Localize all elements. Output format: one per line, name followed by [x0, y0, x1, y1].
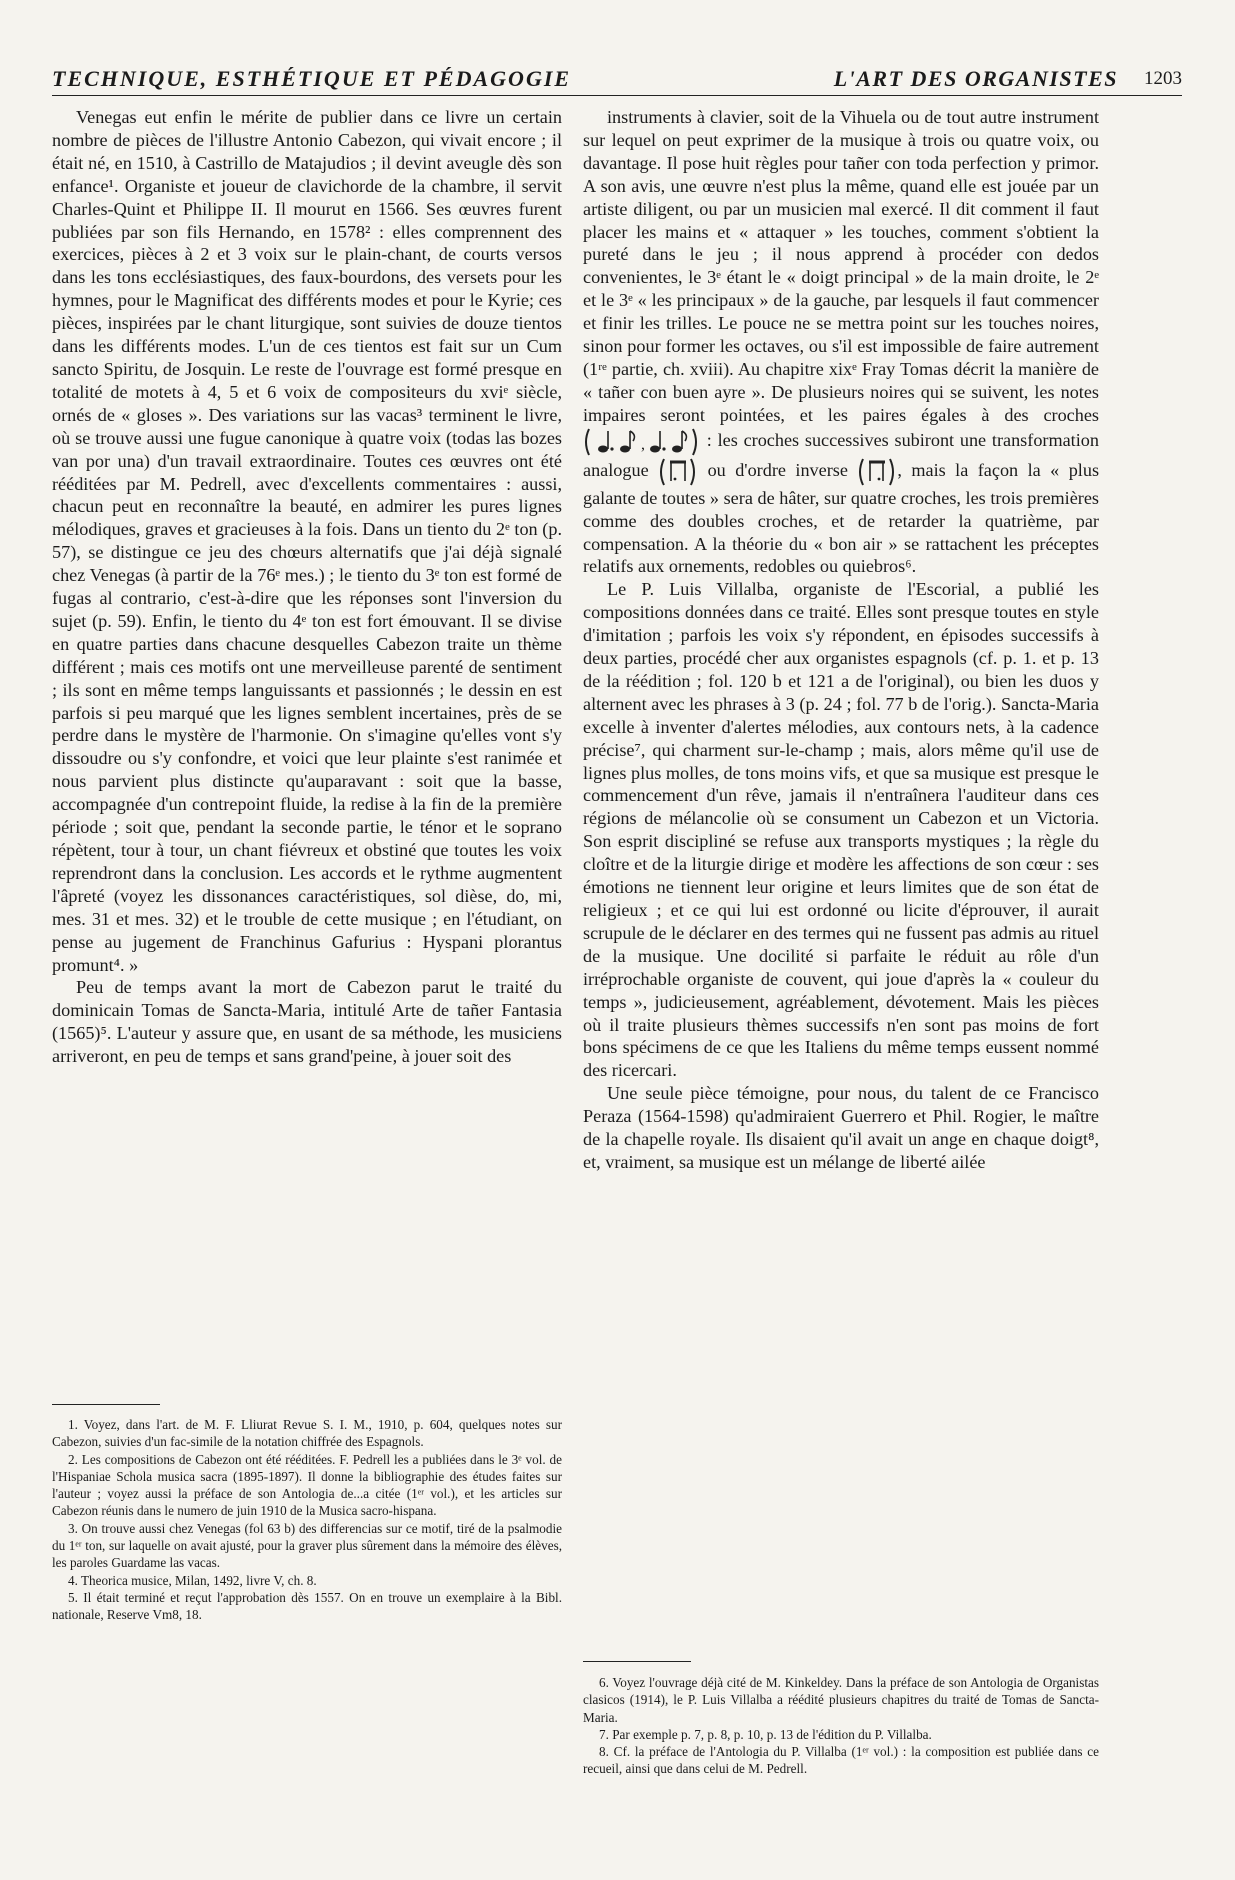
right-paragraph-1d: mais la façon la « plus galante de toutes » sera de hâter, sur quatre croches, les trois premières comme des doubles croches, et de retarder la quatrième, par compensation. A la théorie du « bon air » se rattachent les préceptes relatifs aux ornements, redobles ou quiebros⁶. [583, 459, 1100, 577]
header-rule [52, 95, 1182, 96]
eighth-note-pair-notation-icon [658, 457, 698, 487]
right-paragraph-1c: ou d'ordre inverse [707, 459, 848, 480]
page-number: 1203 [1144, 68, 1182, 89]
footnote-8: 8. Cf. la préface de l'Antologia du P. Villalba (1ᵉʳ vol.) : la composition est publiée dans ce recueil, ainsi que dans celui de M. Pedrell. [583, 1744, 1099, 1777]
right-paragraph-3: Une seule pièce témoigne, pour nous, du talent de ce Francisco Peraza (1564-1598) qu'admiraient Guerrero et Phil. Rogier, le maître de la chapelle royale. Ils disaient qu'il avait un ange en chaque doigt⁸, et, vraiment, sa musique est un mélange de liberté ailée [583, 1083, 1099, 1172]
right-paragraph-1-text: instruments à clavier, soit de la Vihuela ou de tout autre instrument sur lequel on peut exprimer de la musique à trois ou quatre voix, ou davantage. Il pose huit règles pour tañer con toda perfection y primor. A son avis, une œuvre n'est plus la même, quand elle est jouée par un artiste diligent, ou par un musicien mal exercé. Il dit comment il faut placer les mains et « attaquer » les touches, comment s'obtient la pureté dans le jeu ; il nous apprend à procéder con dedos convenientes, le 3ᵉ étant le « doigt principal » de la main droite, le 2ᵉ et le 3ᵉ « les principaux » de la gauche, par lesquels il faut commencer et finir les trilles. Le pouce ne se mettra point sur les touches noires, sinon pour former les octaves, ou s'il est impossible de faire autrement (1ʳᵉ partie, ch. xviii). Au chapitre xixᵉ Fray Tomas décrit la manière de « tañer con buen ayre ». De plusieurs noires qui se suivent, les notes impaires seront pointées, et les paires égales à des croches [583, 107, 1099, 425]
footnote-1: 1. Voyez, dans l'art. de M. F. Lliurat Revue S. I. M., 1910, p. 604, quelques notes sur Cabezon, suivies d'un fac-simile de la notation chiffrée des Espagnols. [52, 1417, 562, 1450]
footnote-2: 2. Les compositions de Cabezon ont été rééditées. F. Pedrell les a publiées dans le 3ᵉ vol. de l'Hispaniae Schola musica sacra (1895-1897). Il donne la bibliographie des études faites sur l'auteur ; voyez aussi la préface de son Antologia de...a citée (1ᵉʳ vol.), et les articles sur Cabezon réunis dans le numero de juin 1910 de la Musica sacro-hispana. [52, 1451, 562, 1519]
running-head-title: L'ART DES ORGANISTES [833, 66, 1118, 91]
right-column [583, 106, 1099, 1174]
left-column [52, 106, 562, 1068]
footnote-rule-right [583, 1661, 691, 1662]
footnotes-right [583, 1674, 1099, 1778]
footnote-3: 3. On trouve aussi chez Venegas (fol 63 b) des differencias sur ce motif, tiré de la psalmodie du 1ᵉʳ ton, sur laquelle on avait ajusté, pour la graver plus sûrement dans la mémoire des élèves, les paroles Guardame las vacas. [52, 1520, 562, 1571]
inverse-eighth-note-pair-notation-icon [857, 457, 897, 487]
running-header [52, 66, 1182, 96]
running-head-left: TECHNIQUE, ESTHÉTIQUE ET PÉDAGOGIE [52, 66, 572, 91]
svg-text:,: , [641, 435, 645, 453]
footnote-rule-left [52, 1404, 160, 1405]
footnote-4: 4. Theorica musice, Milan, 1492, livre V, ch. 8. [68, 1572, 317, 1588]
right-paragraph-2: Le P. Luis Villalba, organiste de l'Escorial, a publié les compositions données dans ce traité. Elles sont presque toutes en style d'imitation ; parfois les voix s'y répondent, en épisodes successifs à deux parties, procédé cher aux organistes espagnols (cf. p. 1. et p. 13 de la réédition ; fol. 120 b et 121 a de l'original), ou bien les duos y alternent avec les phrases à 3 (p. 24 ; fol. 77 b de l'orig.). Sancta-Maria excelle à inventer d'alertes mélodies, aux contours nets, à la cadence précise⁷, qui charment sur-le-champ ; mais, alors même qu'il use de lignes plus molles, de tons moins vifs, et que sa musique est presque le commencement d'un rêve, jamais il n'entraînera l'auditeur dans ces régions de mélancolie où se consument un Cabezon et un Victoria. Son esprit discipliné se refuse aux transports mystiques ; la règle du cloître et de la liturgie dirige et modère les affections de son cœur : ses émotions ne tiennent leur origine et leurs limites que de son état de religieux ; et ce qui lui est ordonné ou licite d'éprouver, il aurait scrupule de le déclarer en des termes qui ne fussent pas admis au rituel de la musique. Une docilité si parfaite le réduit au rôle d'un irréprochable organiste de couvent, qui joue d'après la « couleur du temps », judicieusement, agréablement, dévotement. Mais les pièces où il traite plusieurs thèmes successifs n'en sont pas moins de fort bons spécimens de ce que les Italiens du même temps eussent nommé des ricercari. [583, 579, 1099, 1081]
dotted-rhythm-notation-icon [583, 427, 701, 457]
left-paragraph-1: Venegas eut enfin le mérite de publier dans ce livre un certain nombre de pièces de l'illustre Antonio Cabezon, qui vivait encore ; il était né, en 1510, à Castrillo de Matajudios ; il devint aveugle dès son enfance¹. Organiste et joueur de clavichorde de la chambre, il servit Charles-Quint et Philippe II. Il mourut en 1566. Ses œuvres furent publiées par son fils Hernando, en 1578² : elles comprennent des exercices, pièces à 2 et 3 voix sur le plain-chant, de courts versos dans les tons ecclésiastiques, des faux-bourdons, des versets pour les hymnes, pour le Magnificat des différents modes et pour le Kyrie; ces pièces, inspirées par le chant liturgique, sont suivies de douze tientos dans les différents modes. L'un de ces tientos est fait sur un Cum sancto Spiritu, de Josquin. Le reste de l'ouvrage est formé presque en totalité de motets à 4, 5 et 6 voix de compositeurs du xviᵉ siècle, ornés de « gloses ». Des variations sur las vacas³ terminent le livre, où se trouve aussi une fugue canonique à quatre voix (todas las bozes van por una) d'un travail extraordinaire. Toutes ces œuvres ont été rééditées par M. Pedrell, avec d'excellents commentaires : aussi, chacun peut en reconnaître la beauté, en admirer les pures lignes mélodiques, graves et gracieuses à la fois. Dans un tiento du 2ᵉ ton (p. 57), se distingue ce jeu des chœurs alternatifs que j'ai déjà signalé chez Venegas (à partir de la 76ᵉ mes.) ; le tiento du 3ᵉ ton est formé de fugas al contrario, c'est-à-dire que les réponses sont l'inversion du sujet (p. 59). Enfin, le tiento du 4ᵉ ton est fort émouvant. Il se divise en quatre parties dans chacune desquelles Cabezon traite un thème différent ; mais ces motifs ont une merveilleuse parenté de sentiment ; ils sont en même temps languissants et passionnés ; le dessin en est parfois si peu marqué que les lignes semblent incertaines, près de se perdre dans le mystère de l'harmonie. On s'imagine qu'elles vont s'y dissoudre ou s'y confondre, et voici que leur plainte s'est ranimée et nous parvient plus distincte qu'auparavant : soit que la basse, accompagnée d'un contrepoint fluide, la redise à la fin de la première période ; soit que, pendant la seconde partie, le ténor et le soprano répètent, tour à tour, un chant fiévreux et obstiné que toutes les voix reprendront dans la conclusion. Les accords et le rythme augmentent l'âpreté (voyez les dissonances caractéristiques, sol dièse, do, mi, mes. 31 et mes. 32) et le trouble de cette musique ; en l'étudiant, on pense au jugement de Franchinus Gafurius : Hyspani plorantus promunt⁴. » [52, 107, 562, 975]
left-paragraph-2: Peu de temps avant la mort de Cabezon parut le traité du dominicain Tomas de Sancta-Maria, intitulé Arte de tañer Fantasia (1565)⁵. L'auteur y assure que, en usant de sa méthode, les musiciens arriveront, en peu de temps et sans grand'peine, à jouer soit des [52, 977, 562, 1067]
right-paragraph-1: instruments à clavier, soit de la Vihuela ou de tout autre instrument sur lequel on peut exprimer de la musique à trois ou quatre voix, ou davantage. Il pose huit règles pour tañer con toda perfection y primor. A son avis, une œuvre n'est plus la même, quand elle est jouée par un artiste diligent, ou par un musicien mal exercé. Il dit comment il faut placer les mains et « attaquer » les touches, comment s'obtient la pureté dans le jeu ; il nous apprend à procéder con dedos convenientes, le 3ᵉ étant le « doigt principal » de la main droite, le 2ᵉ et le 3ᵉ « les principaux » de la gauche, par lesquels il faut commencer et finir les trilles. Le pouce ne se mettra point sur les touches noires, sinon pour former les octaves, ou s'il est impossible de faire autrement (1ʳᵉ partie, ch. xviii). Au chapitre xixᵉ Fray Tomas décrit la manière de « tañer con buen ayre ». De plusieurs noires qui se suivent, les notes impaires seront pointées, et les paires égales à des croches , : les croches successives subiront une transformation analogue ou d'ordre inverse , mais la façon la « plus galante de toutes » sera de hâter, sur quatre croches, les trois premières comme des doubles croches, et de retarder la quatrième, par compensation. A la théorie du « bon air » se rattachent les préceptes relatifs aux ornements, redobles ou quiebros⁶. [583, 107, 1100, 577]
footnote-6: 6. Voyez l'ouvrage déjà cité de M. Kinkeldey. Dans la préface de son Antologia de Organistas clasicos (1914), le P. Luis Villalba a réédité plusieurs chapitres du traité de Tomas de Sancta-Maria. [583, 1675, 1099, 1725]
footnote-5: 5. Il était terminé et reçut l'approbation dès 1557. On en trouve un exemplaire à la Bibl. nationale, Reserve Vm8, 18. [52, 1589, 562, 1623]
right-paragraph-1b: les croches successives subiront une transformation analogue [583, 429, 1099, 480]
footnote-7: 7. Par exemple p. 7, p. 8, p. 10, p. 13 de l'édition du P. Villalba. [599, 1726, 932, 1742]
footnotes-left [52, 1416, 562, 1624]
